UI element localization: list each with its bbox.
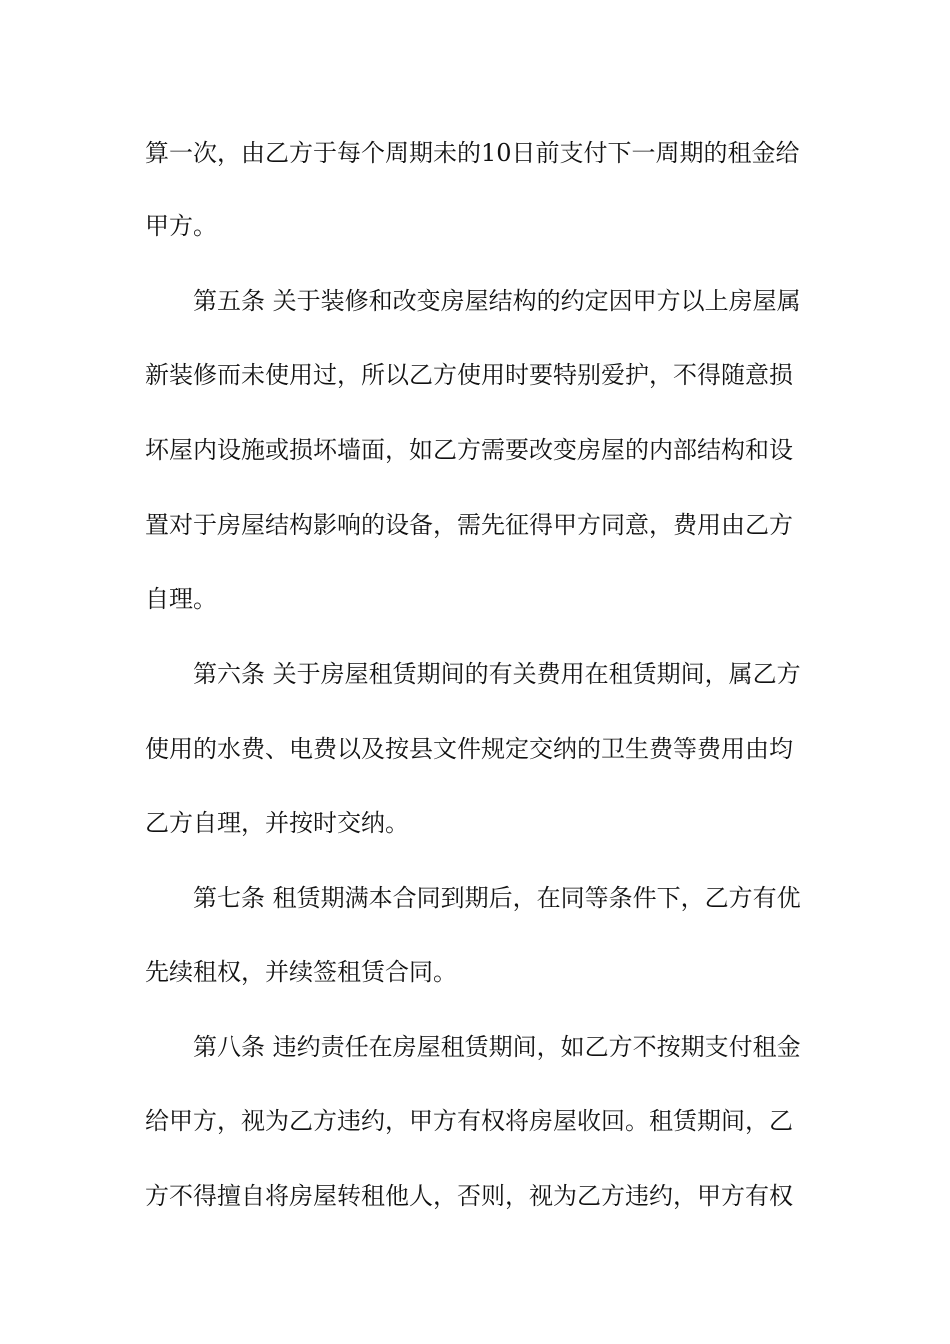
text-line: 新装修而未使用过，所以乙方使用时要特别爱护，不得随意损 (145, 361, 793, 389)
text-line: 坏屋内设施或损坏墙面，如乙方需要改变房屋的内部结构和设 (145, 436, 793, 464)
text-line: 给甲方，视为乙方违约，甲方有权将房屋收回。租赁期间，乙 (145, 1107, 793, 1135)
text-line: 方不得擅自将房屋转租他人，否则，视为乙方违约，甲方有权 (145, 1182, 793, 1210)
text-line: 先续租权，并续签租赁合同。 (145, 958, 457, 986)
text-line: 使用的水费、电费以及按县文件规定交纳的卫生费等费用由均 (145, 735, 793, 763)
text-line: 算一次，由乙方于每个周期未的10日前支付下一周期的租金给 (145, 139, 800, 167)
article-8-heading-line: 第八条 违约责任在房屋租赁期间，如乙方不按期支付租金 (193, 1033, 801, 1061)
article-7-heading-line: 第七条 租赁期满本合同到期后，在同等条件下，乙方有优 (193, 884, 801, 912)
article-6-heading-line: 第六条 关于房屋租赁期间的有关费用在租赁期间，属乙方 (193, 660, 801, 688)
text-line: 置对于房屋结构影响的设备，需先征得甲方同意，费用由乙方 (145, 511, 793, 539)
text-line: 自理。 (145, 585, 217, 613)
text-line: 甲方。 (145, 212, 217, 240)
article-5-heading-line: 第五条 关于装修和改变房屋结构的约定因甲方以上房屋属 (193, 287, 801, 315)
text-line: 乙方自理，并按时交纳。 (145, 809, 409, 837)
